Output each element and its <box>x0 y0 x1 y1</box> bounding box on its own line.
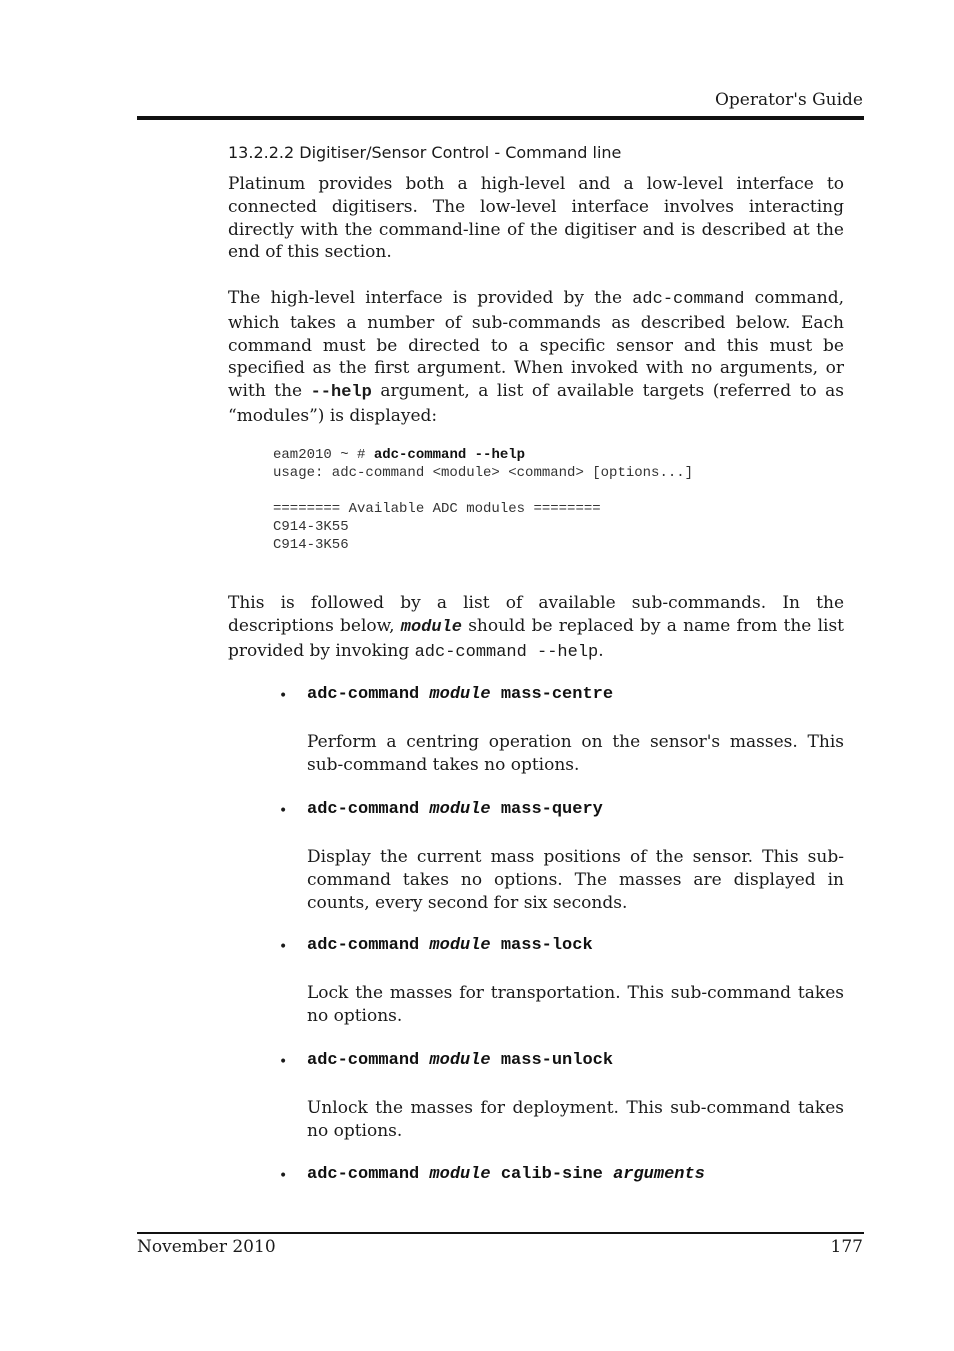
bullet-icon: • <box>279 1054 288 1070</box>
footer-date: November 2010 <box>137 1237 276 1257</box>
text-run: . <box>598 640 604 661</box>
subcommand-mass-query <box>307 800 603 819</box>
code-command: adc-command --help <box>373 447 526 463</box>
cmd-name: calib-sine <box>490 1165 614 1184</box>
header-rule <box>137 116 864 120</box>
cmd-prefix: adc-command <box>307 800 430 819</box>
cmd-module: module <box>429 1165 491 1184</box>
section-heading: 13.2.2.2 Digitiser/Sensor Control - Command line <box>228 143 622 162</box>
subcommand-desc: Perform a centring operation on the sensor's masses. This sub-command takes no options. <box>307 732 844 775</box>
cmd-module: module <box>429 800 491 819</box>
subcommand-calib-sine <box>307 1165 705 1184</box>
paragraph-intro: Platinum provides both a high-level and a low-level interface to connected digitisers. The low-level interface involves interacting directly with the command-line of the digitiser and is described at the end of this section. <box>228 174 844 263</box>
subcommand-mass-unlock <box>307 1051 613 1070</box>
cmd-module: module <box>429 936 491 955</box>
footer-rule <box>137 1232 864 1234</box>
cmd-name: mass-centre <box>490 685 614 704</box>
cmd-prefix: adc-command <box>307 685 430 704</box>
code-module-item: C914-3K56 <box>273 537 349 553</box>
cmd-module: module <box>429 685 491 704</box>
text-run: argument, a list of available targets (referred to as “modules”) is displayed: <box>228 381 844 426</box>
bullet-icon: • <box>279 939 288 955</box>
subcommand-desc: Unlock the masses for deployment. This sub-command takes no options. <box>307 1098 844 1141</box>
cmd-name: mass-query <box>490 800 603 819</box>
cmd-prefix: adc-command <box>307 1051 430 1070</box>
cmd-prefix: adc-command <box>307 936 430 955</box>
subcommand-mass-centre <box>307 685 613 704</box>
code-separator: ======== Available ADC modules ======== <box>273 501 601 517</box>
cmd-module: module <box>429 1051 491 1070</box>
cmd-name: mass-lock <box>490 936 593 955</box>
bullet-icon: • <box>279 803 288 819</box>
code-example <box>273 446 693 554</box>
code-module-item: C914-3K55 <box>273 519 349 535</box>
cmd-name: mass-unlock <box>490 1051 614 1070</box>
code-usage: usage: adc-command <module> <command> [options...] <box>273 465 694 481</box>
text-run: command, which takes a number of sub-commands as described below. Each command must be directed to a specific sensor and this must be specified as the first argument. When invoked with no arguments, or with the <box>228 288 844 402</box>
inline-code-module: module <box>400 617 462 637</box>
paragraph-high-level <box>228 287 844 428</box>
inline-code-help: --help <box>310 383 372 403</box>
inline-code-adc-help: adc-command --help <box>414 642 599 662</box>
text-run: This is followed by a list of available sub-commands. In the descriptions below, <box>228 593 844 636</box>
cmd-args: arguments <box>613 1165 705 1184</box>
text-run: should be replaced by a name from the list provided by invoking <box>228 615 844 661</box>
subcommand-mass-lock <box>307 936 593 955</box>
text-run: The high-level interface is provided by the <box>228 288 633 308</box>
inline-code-adc-command: adc-command <box>632 290 745 309</box>
bullet-icon: • <box>279 1168 288 1184</box>
cmd-prefix: adc-command <box>307 1165 430 1184</box>
running-header: Operator's Guide <box>714 90 863 110</box>
subcommand-desc: Lock the masses for transportation. This sub-command takes no options. <box>307 983 844 1026</box>
code-prompt: eam2010 ~ # <box>273 447 374 463</box>
subcommand-desc: Display the current mass positions of the sensor. This sub-command takes no options. The masses are displayed in counts, every second for six seconds. <box>307 847 844 913</box>
bullet-icon: • <box>279 688 288 704</box>
page-number: 177 <box>830 1237 863 1257</box>
paragraph-subcommands <box>228 592 844 664</box>
